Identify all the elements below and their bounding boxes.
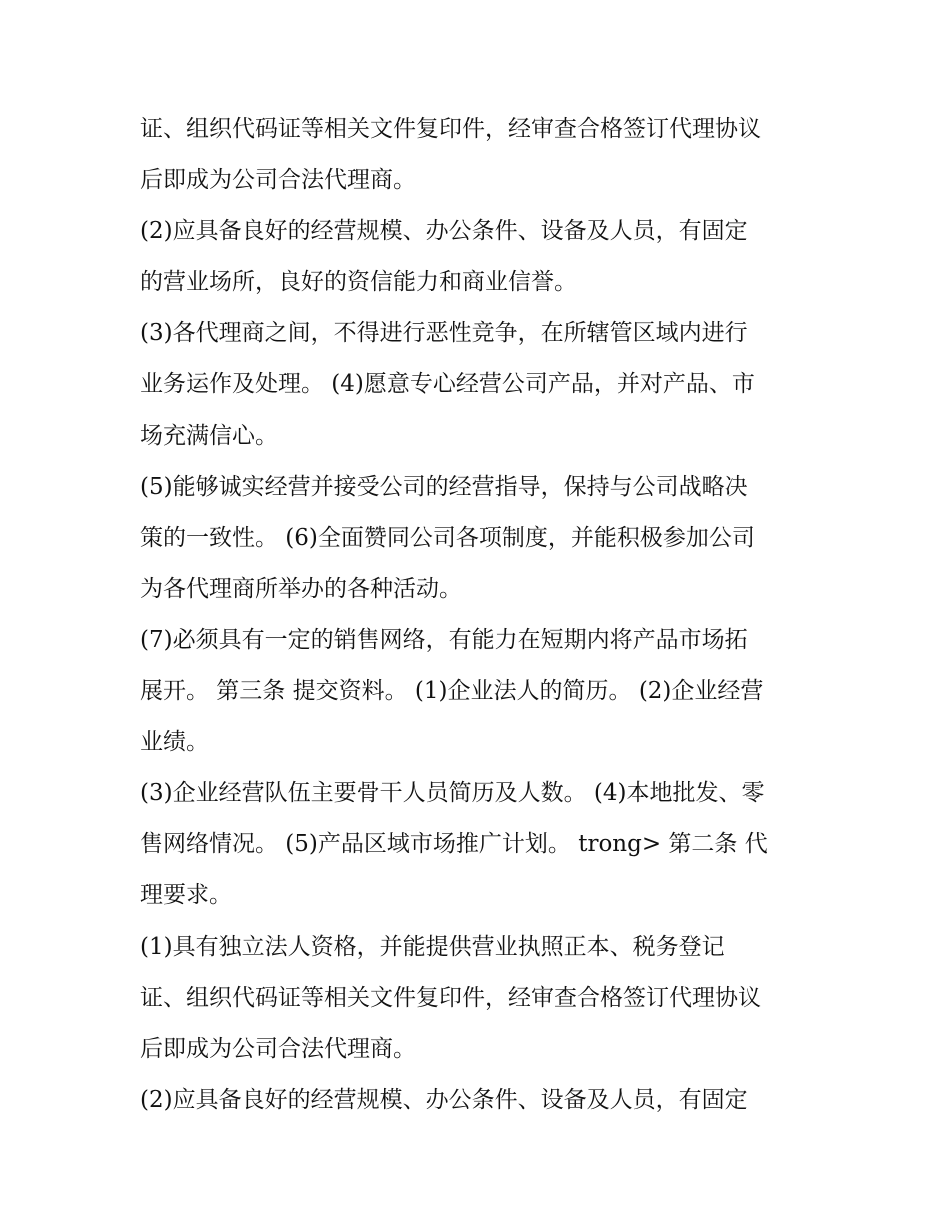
text-line: 后即成为公司合法代理商。 xyxy=(140,1035,416,1062)
text-line: 证、组织代码证等相关文件复印件，经审查合格签订代理协议 xyxy=(140,116,761,142)
text-line: 业务运作及处理。 (4)愿意专心经营公司产品，并对产品、市 xyxy=(140,371,755,398)
text-line: (2)应具备良好的经营规模、办公条件、设备及人员，有固定 xyxy=(140,218,748,245)
text-line: (3)企业经营队伍主要骨干人员简历及人数。 (4)本地批发、零 xyxy=(140,780,765,807)
text-line: (1)具有独立法人资格，并能提供营业执照正本、税务登记 xyxy=(140,933,725,960)
text-line: 展开。 第三条 提交资料。 (1)企业法人的简历。 (2)企业经营 xyxy=(140,678,764,705)
text-line: 场充满信心。 xyxy=(140,422,278,449)
text-line: 为各代理商所举办的各种活动。 xyxy=(140,575,462,602)
document-body xyxy=(140,104,840,1126)
text-line: 业绩。 xyxy=(140,729,209,756)
text-line: 理要求。 xyxy=(140,882,232,909)
text-line: 售网络情况。 (5)产品区域市场推广计划。 trong> 第二条 代 xyxy=(140,831,768,858)
text-line: 证、组织代码证等相关文件复印件，经审查合格签订代理协议 xyxy=(140,984,761,1011)
text-line: (5)能够诚实经营并接受公司的经营指导，保持与公司战略决 xyxy=(140,473,748,500)
text-line: (2)应具备良好的经营规模、办公条件、设备及人员，有固定 xyxy=(140,1086,748,1113)
text-line: 的营业场所，良好的资信能力和商业信誉。 xyxy=(140,269,577,296)
text-line: (7)必须具有一定的销售网络，有能力在短期内将产品市场拓 xyxy=(140,626,748,653)
text-line: (3)各代理商之间，不得进行恶性竞争，在所辖管区域内进行 xyxy=(140,320,748,347)
text-line: 后即成为公司合法代理商。 xyxy=(140,167,416,194)
text-line: 策的一致性。 (6)全面赞同公司各项制度，并能积极参加公司 xyxy=(140,524,755,551)
